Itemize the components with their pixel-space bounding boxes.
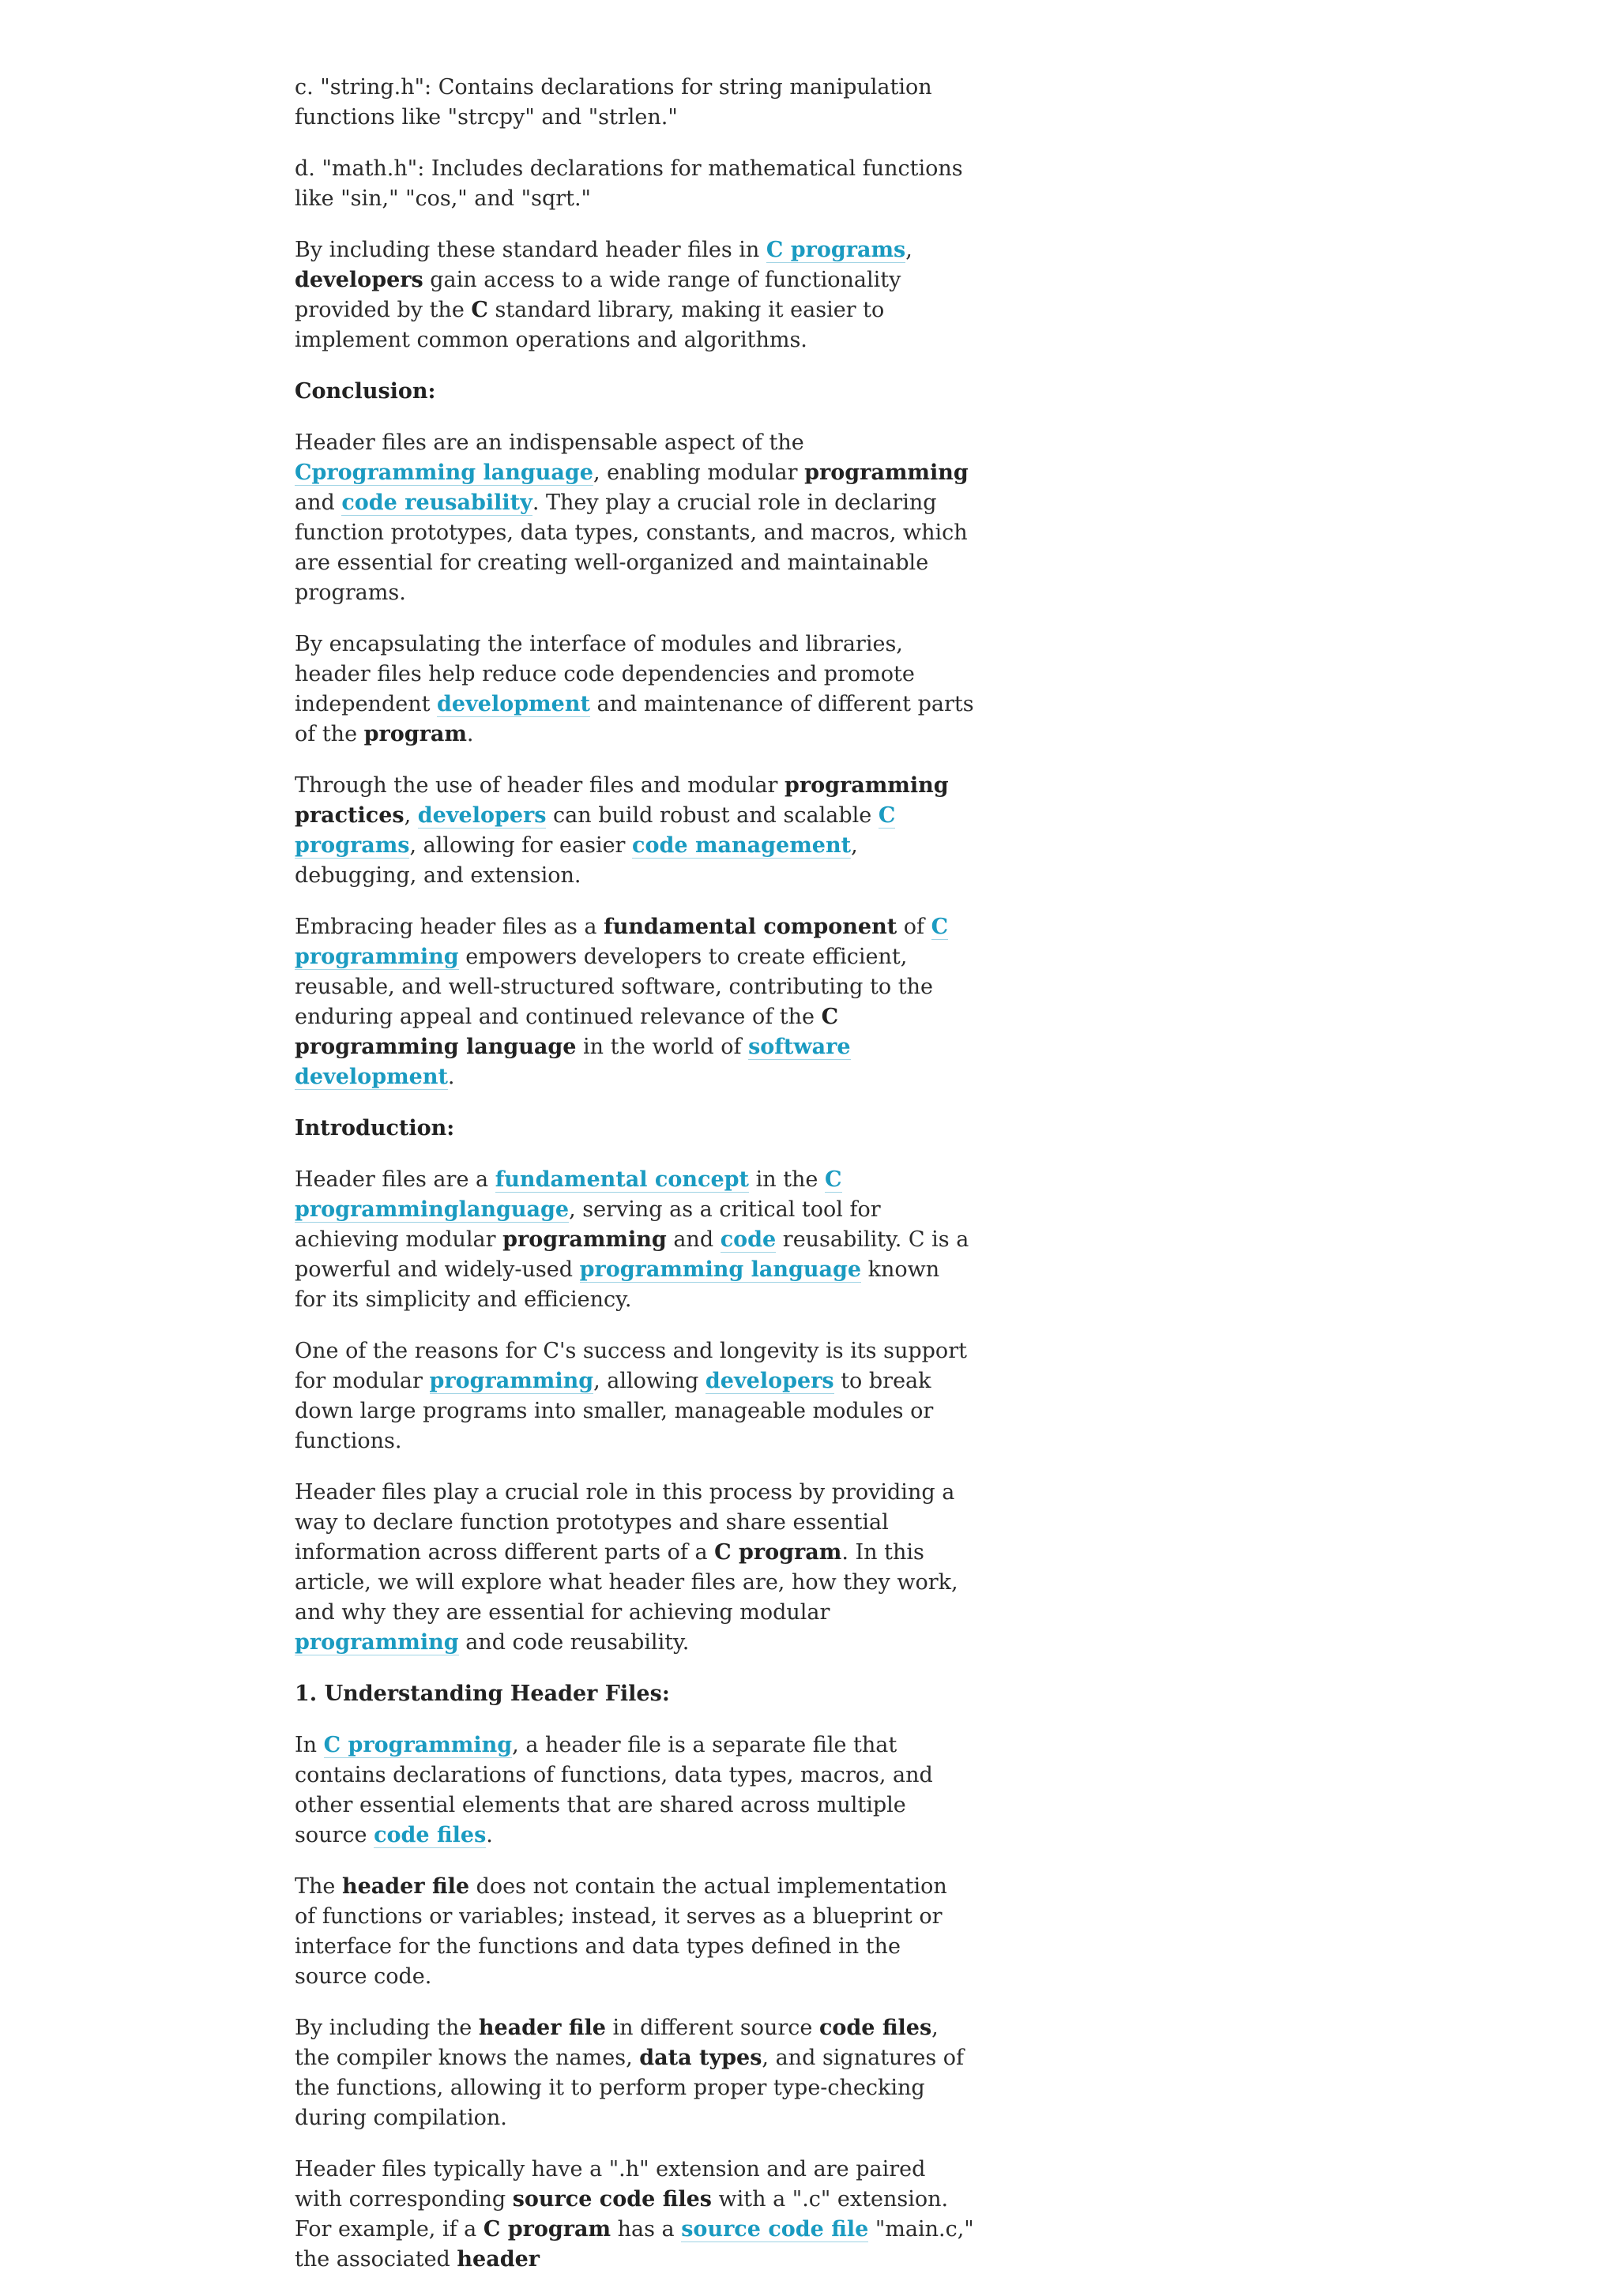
text-run: In bbox=[295, 1733, 324, 1757]
text-run: Through the use of header files and modular bbox=[295, 773, 785, 798]
text-run: Header files are a bbox=[295, 1167, 495, 1192]
paragraph bbox=[295, 1478, 974, 1658]
text-run: and code reusability. bbox=[458, 1630, 690, 1655]
bold-term: header bbox=[457, 2247, 540, 2272]
text-run: "main.c," the associated bbox=[295, 2217, 974, 2272]
section-heading bbox=[295, 1679, 974, 1709]
bold-term: C programming language bbox=[295, 1005, 839, 1059]
bold-term: 1. Understanding Header Files: bbox=[295, 1682, 670, 1706]
bold-term: programming bbox=[804, 460, 969, 485]
text-run: with a ".c" extension. For example, if a bbox=[295, 2187, 949, 2242]
text-run: in the bbox=[749, 1167, 825, 1192]
section-heading bbox=[295, 377, 974, 407]
paragraph bbox=[295, 1872, 974, 1992]
section-heading bbox=[295, 1114, 974, 1144]
text-run: gain access to a wide range of functionality provided by the bbox=[295, 268, 901, 322]
keyword-link[interactable]: C programminglanguage bbox=[295, 1167, 842, 1222]
keyword-link[interactable]: programming bbox=[295, 1630, 459, 1655]
bold-term: Conclusion: bbox=[295, 379, 436, 404]
bold-term: C program bbox=[483, 2217, 611, 2242]
text-run: , bbox=[404, 803, 418, 828]
bold-term: header file bbox=[478, 2016, 606, 2040]
text-run: d. "math.h": Includes declarations for mathematical functions like "sin," "cos," and "sqrt." bbox=[295, 156, 963, 211]
bold-term: C bbox=[471, 298, 488, 322]
keyword-link[interactable]: Cprogramming language bbox=[295, 460, 593, 485]
text-run: to break down large programs into smaller, manageable modules or functions. bbox=[295, 1369, 934, 1453]
keyword-link[interactable]: source code file bbox=[681, 2217, 869, 2242]
text-run: By encapsulating the interface of modules and libraries, header files help reduce code dependencies and promote independent bbox=[295, 632, 915, 716]
bold-term: code files bbox=[818, 2016, 932, 2040]
text-run: , bbox=[905, 238, 912, 262]
text-run: By including the bbox=[295, 2016, 479, 2040]
bold-term: Introduction: bbox=[295, 1116, 455, 1140]
text-run: in the world of bbox=[576, 1035, 749, 1059]
text-run: of bbox=[897, 915, 931, 939]
paragraph bbox=[295, 2013, 974, 2133]
bold-term: header file bbox=[341, 1874, 470, 1899]
bold-term: fundamental component bbox=[604, 915, 897, 939]
text-run: , a header file is a separate file that contains declarations of functions, data types, macros, and other essential elements that are shared across multiple source bbox=[295, 1733, 933, 1847]
keyword-link[interactable]: C programs bbox=[766, 238, 906, 262]
keyword-link[interactable]: programming bbox=[429, 1369, 594, 1393]
text-run: Header files play a crucial role in this process by providing a way to declare function prototypes and share essential information across different parts of a bbox=[295, 1480, 955, 1565]
keyword-link[interactable]: C programming bbox=[295, 915, 949, 969]
bold-term: programming bbox=[502, 1227, 667, 1252]
text-run: has a bbox=[611, 2217, 682, 2242]
paragraph bbox=[295, 1730, 974, 1851]
text-run: By including these standard header files in bbox=[295, 238, 766, 262]
text-run: in different source bbox=[605, 2016, 819, 2040]
bold-term: programming practices bbox=[295, 773, 949, 828]
text-run: . They play a crucial role in declaring function prototypes, data types, constants, and macros, which are essential for creating well-organized and maintainable programs. bbox=[295, 490, 968, 605]
text-run: , allowing for easier bbox=[409, 833, 633, 858]
paragraph bbox=[295, 771, 974, 891]
text-run: . bbox=[447, 1065, 455, 1089]
text-run: . bbox=[486, 1823, 493, 1847]
text-run: reusability. C is a powerful and widely-used bbox=[295, 1227, 969, 1282]
keyword-link[interactable]: code bbox=[720, 1227, 777, 1252]
keyword-link[interactable]: code management bbox=[632, 833, 852, 858]
keyword-link[interactable]: code reusability bbox=[341, 490, 532, 515]
text-run: , the compiler knows the names, bbox=[295, 2016, 939, 2070]
keyword-link[interactable]: software development bbox=[295, 1035, 851, 1089]
text-run: , allowing bbox=[593, 1369, 706, 1393]
paragraph bbox=[295, 1336, 974, 1456]
keyword-link[interactable]: code files bbox=[374, 1823, 487, 1847]
keyword-link[interactable]: development bbox=[437, 692, 590, 716]
paragraph bbox=[295, 912, 974, 1092]
paragraph bbox=[295, 235, 974, 355]
keyword-link[interactable]: C programming bbox=[323, 1733, 513, 1757]
text-run: . In this article, we will explore what header files are, how they work, and why they are essential for achieving modular bbox=[295, 1540, 958, 1625]
paragraph bbox=[295, 2155, 974, 2275]
bold-term: developers bbox=[295, 268, 423, 292]
text-run: Embracing header files as a bbox=[295, 915, 604, 939]
text-run: Header files typically have a ".h" extension and are paired with corresponding bbox=[295, 2157, 926, 2211]
text-run: can build robust and scalable bbox=[546, 803, 879, 828]
text-run: , debugging, and extension. bbox=[295, 833, 858, 888]
text-run: and maintenance of different parts of the bbox=[295, 692, 974, 746]
bold-term: data types bbox=[639, 2046, 762, 2070]
text-run: , enabling modular bbox=[593, 460, 805, 485]
text-run: c. "string.h": Contains declarations for string manipulation functions like "strcpy" and "strlen." bbox=[295, 75, 932, 130]
text-run: empowers developers to create efficient, reusable, and well-structured software, contributing to the enduring appeal and continued relevance of the bbox=[295, 945, 933, 1029]
text-run: , and signatures of the functions, allowing it to perform proper type-checking during compilation. bbox=[295, 2046, 965, 2130]
text-run: and bbox=[295, 490, 342, 515]
paragraph bbox=[295, 154, 974, 214]
text-run: and bbox=[666, 1227, 721, 1252]
keyword-link[interactable]: programming language bbox=[579, 1257, 862, 1282]
paragraph bbox=[295, 629, 974, 750]
keyword-link[interactable]: developers bbox=[417, 803, 547, 828]
text-run: standard library, making it easier to implement common operations and algorithms. bbox=[295, 298, 885, 352]
text-run: The bbox=[295, 1874, 342, 1899]
keyword-link[interactable]: C programs bbox=[295, 803, 896, 858]
bold-term: source code files bbox=[512, 2187, 712, 2211]
text-run: known for its simplicity and efficiency. bbox=[295, 1257, 940, 1312]
keyword-link[interactable]: fundamental concept bbox=[495, 1167, 749, 1192]
paragraph bbox=[295, 1165, 974, 1315]
bold-term: C program bbox=[714, 1540, 842, 1565]
keyword-link[interactable]: developers bbox=[705, 1369, 834, 1393]
text-run: Header files are an indispensable aspect of the bbox=[295, 430, 804, 455]
bold-term: program bbox=[363, 722, 467, 746]
text-run: . bbox=[466, 722, 474, 746]
text-run: , serving as a critical tool for achieving modular bbox=[295, 1197, 881, 1252]
article-body bbox=[295, 73, 974, 2296]
paragraph bbox=[295, 428, 974, 608]
text-run: One of the reasons for C's success and longevity is its support for modular bbox=[295, 1339, 967, 1393]
paragraph bbox=[295, 73, 974, 133]
text-run: does not contain the actual implementation of functions or variables; instead, it serves as a blueprint or interface for the functions and data types defined in the source code. bbox=[295, 1874, 947, 1989]
